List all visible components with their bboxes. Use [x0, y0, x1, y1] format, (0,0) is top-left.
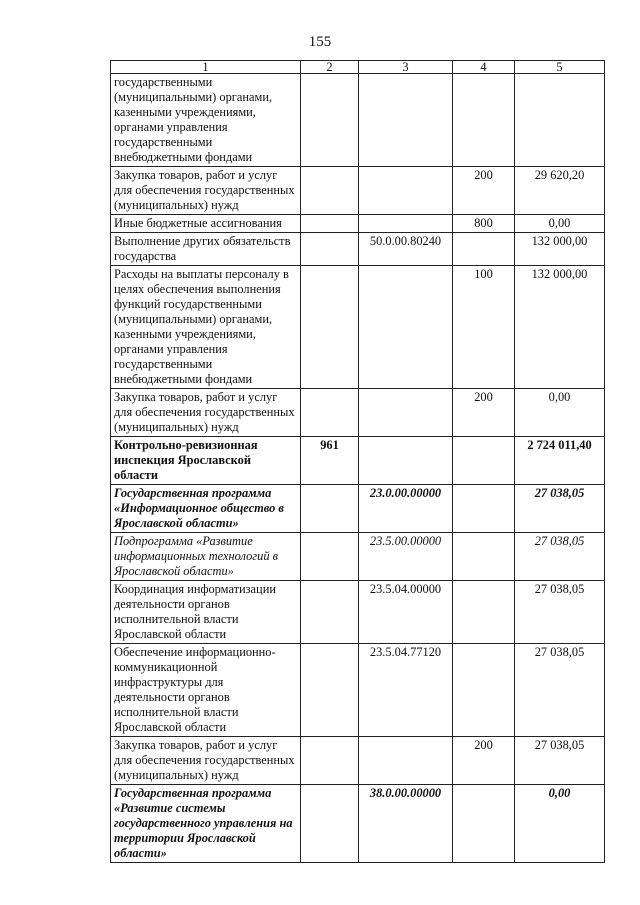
cell-target-code: 23.0.00.00000	[359, 485, 453, 533]
cell-expense-type: 800	[453, 215, 515, 233]
cell-dept-code	[301, 644, 359, 737]
cell-amount	[515, 74, 605, 167]
cell-amount: 27 038,05	[515, 485, 605, 533]
cell-amount: 27 038,05	[515, 581, 605, 644]
cell-amount: 27 038,05	[515, 533, 605, 581]
cell-target-code: 50.0.00.80240	[359, 233, 453, 266]
cell-amount: 0,00	[515, 215, 605, 233]
cell-expense-type	[453, 644, 515, 737]
cell-amount: 27 038,05	[515, 644, 605, 737]
table-row	[111, 485, 605, 533]
cell-dept-code	[301, 74, 359, 167]
cell-name: Обеспечение информационно-коммуникационной инфраструктуры для деятельности органов исполнительной власти Ярославской области	[111, 644, 301, 737]
page-number: 155	[308, 34, 332, 50]
cell-name: Закупка товаров, работ и услуг для обеспечения государственных (муниципальных) нужд	[111, 737, 301, 785]
table-row	[111, 737, 605, 785]
cell-target-code: 38.0.00.00000	[359, 785, 453, 863]
table-row	[111, 389, 605, 437]
cell-dept-code	[301, 215, 359, 233]
table-row	[111, 74, 605, 167]
cell-amount: 0,00	[515, 389, 605, 437]
cell-dept-code	[301, 266, 359, 389]
cell-name: Закупка товаров, работ и услуг для обеспечения государственных (муниципальных) нужд	[111, 389, 301, 437]
cell-dept-code	[301, 533, 359, 581]
cell-amount: 0,00	[515, 785, 605, 863]
table-row	[111, 266, 605, 389]
cell-expense-type	[453, 581, 515, 644]
cell-expense-type	[453, 233, 515, 266]
table-row	[111, 233, 605, 266]
budget-table	[110, 60, 605, 863]
header-col-5: 5	[515, 61, 605, 74]
cell-amount: 2 724 011,40	[515, 437, 605, 485]
cell-dept-code	[301, 389, 359, 437]
cell-name: Выполнение других обязательств государства	[111, 233, 301, 266]
cell-target-code	[359, 167, 453, 215]
cell-dept-code: 961	[301, 437, 359, 485]
cell-expense-type: 100	[453, 266, 515, 389]
cell-amount: 132 000,00	[515, 266, 605, 389]
cell-expense-type	[453, 74, 515, 167]
cell-dept-code	[301, 737, 359, 785]
table-header-row	[111, 61, 605, 74]
header-col-4: 4	[453, 61, 515, 74]
cell-target-code: 23.5.04.77120	[359, 644, 453, 737]
cell-amount: 27 038,05	[515, 737, 605, 785]
cell-expense-type: 200	[453, 737, 515, 785]
table-row	[111, 167, 605, 215]
cell-target-code	[359, 389, 453, 437]
cell-dept-code	[301, 785, 359, 863]
cell-expense-type	[453, 485, 515, 533]
header-col-1: 1	[111, 61, 301, 74]
cell-name: Координация информатизации деятельности органов исполнительной власти Ярославской области	[111, 581, 301, 644]
table-row	[111, 215, 605, 233]
cell-expense-type	[453, 533, 515, 581]
table-row	[111, 437, 605, 485]
header-col-2: 2	[301, 61, 359, 74]
cell-dept-code	[301, 485, 359, 533]
cell-name: Закупка товаров, работ и услуг для обеспечения государственных (муниципальных) нужд	[111, 167, 301, 215]
cell-name: государственными (муниципальными) органами, казенными учреждениями, органами управления государственными внебюджетными фондами	[111, 74, 301, 167]
table-row	[111, 581, 605, 644]
cell-target-code: 23.5.00.00000	[359, 533, 453, 581]
cell-target-code	[359, 737, 453, 785]
cell-target-code	[359, 215, 453, 233]
cell-expense-type: 200	[453, 167, 515, 215]
cell-name: Подпрограмма «Развитие информационных технологий в Ярославской области»	[111, 533, 301, 581]
cell-target-code: 23.5.04.00000	[359, 581, 453, 644]
cell-amount: 132 000,00	[515, 233, 605, 266]
cell-dept-code	[301, 167, 359, 215]
cell-dept-code	[301, 233, 359, 266]
cell-name: Иные бюджетные ассигнования	[111, 215, 301, 233]
table-row	[111, 644, 605, 737]
cell-target-code	[359, 74, 453, 167]
cell-dept-code	[301, 581, 359, 644]
cell-amount: 29 620,20	[515, 167, 605, 215]
header-col-3: 3	[359, 61, 453, 74]
table-row	[111, 533, 605, 581]
cell-name: Расходы на выплаты персоналу в целях обеспечения выполнения функций государственными (муниципальными) органами, казенными учреждениями, органами управления государственными внебюджетными фондами	[111, 266, 301, 389]
cell-target-code	[359, 266, 453, 389]
cell-target-code	[359, 437, 453, 485]
cell-name: Государственная программа «Развитие системы государственного управления на территории Ярославской области»	[111, 785, 301, 863]
cell-expense-type: 200	[453, 389, 515, 437]
table-row	[111, 785, 605, 863]
cell-expense-type	[453, 785, 515, 863]
cell-name: Контрольно-ревизионная инспекция Ярославской области	[111, 437, 301, 485]
cell-expense-type	[453, 437, 515, 485]
cell-name: Государственная программа «Информационное общество в Ярославской области»	[111, 485, 301, 533]
